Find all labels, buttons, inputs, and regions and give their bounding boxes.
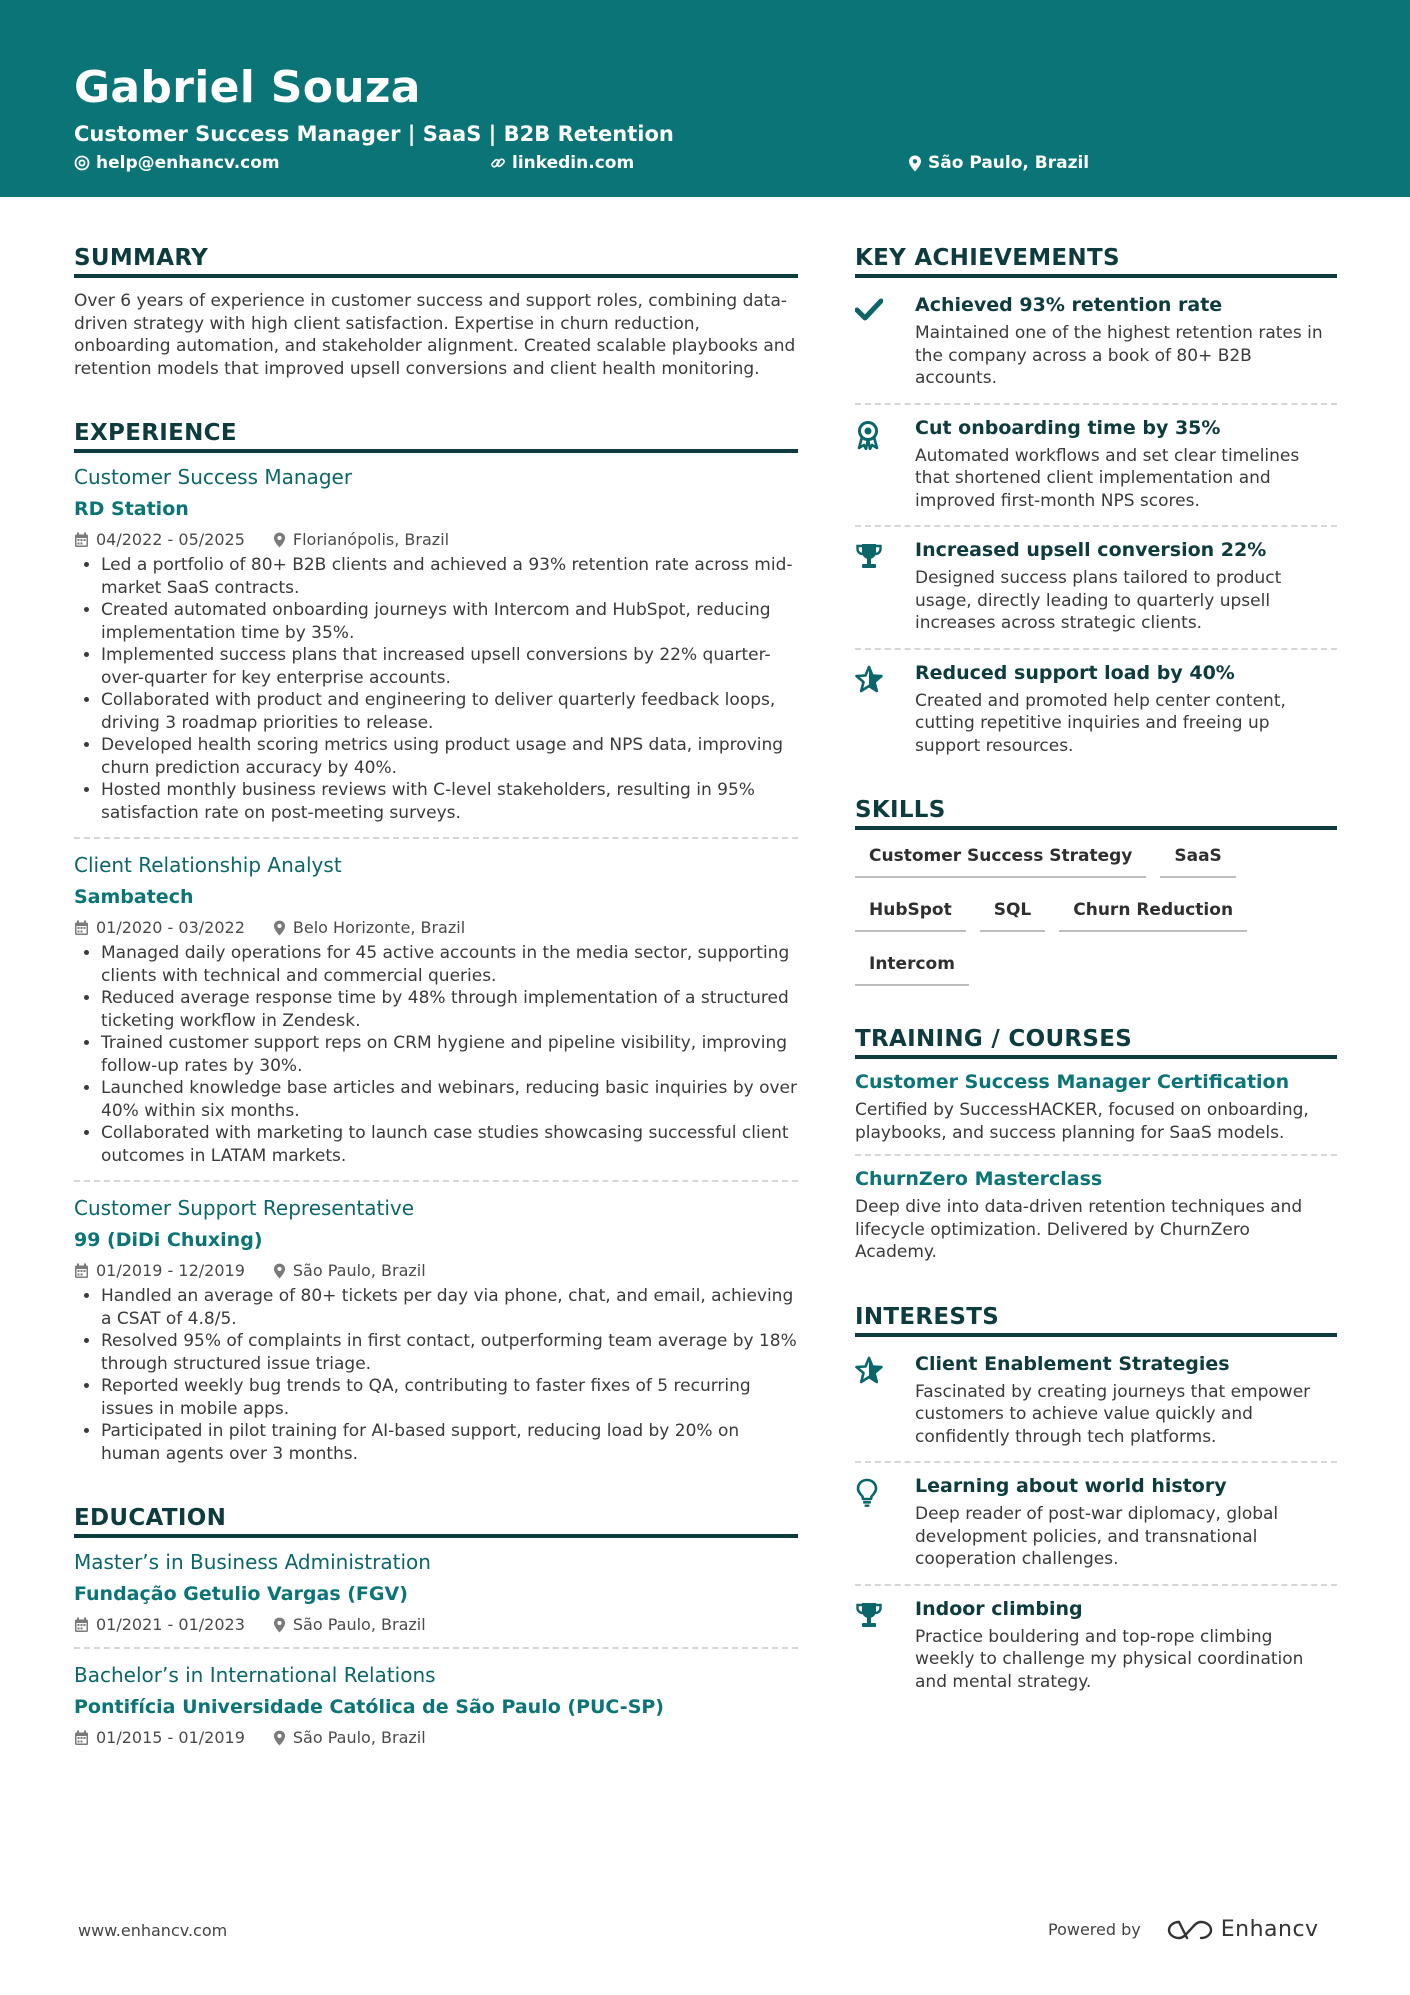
interests-heading: INTERESTS xyxy=(855,1304,1337,1337)
achievement-text: Maintained one of the highest retention rates in the company across a book of 80+ B2B accounts. xyxy=(915,323,1323,388)
company-name: Sambatech xyxy=(74,886,194,908)
bullet: • Participated in pilot training for AI-based support, reducing load by 20% on human agents over 3 months. xyxy=(101,1420,798,1465)
resume-header xyxy=(0,0,1410,197)
summary-text: Over 6 years of experience in customer success and support roles, combining data-driven strategy with high client satisfaction. Expertise in churn reduction, onboarding automation, and stakeholder alignment. Created scalable playbooks and retention models that improved upsell conversions and client health monitoring. xyxy=(74,291,796,379)
trophy-icon xyxy=(855,1601,883,1629)
achievement-title: Cut onboarding time by 35% xyxy=(915,416,1221,439)
education-meta xyxy=(74,1728,798,1747)
bullet: • Trained customer support reps on CRM hygiene and pipeline visibility, improving follow-up rates by 30%. xyxy=(101,1032,798,1077)
interest-item xyxy=(855,1586,1337,1694)
bullet: • Hosted monthly business reviews with C-level stakeholders, resulting in 95% satisfaction rate on post-meeting surveys. xyxy=(101,779,798,824)
location-text: Florianópolis, Brazil xyxy=(292,530,450,549)
job-bullets xyxy=(74,554,798,824)
job-dates xyxy=(74,918,245,937)
job-entry xyxy=(74,853,798,1182)
interest-item xyxy=(855,1341,1337,1449)
left-column xyxy=(74,245,798,1747)
job-entry xyxy=(74,1196,798,1465)
calendar-icon xyxy=(74,1617,89,1633)
interest-title: Client Enablement Strategies xyxy=(915,1352,1230,1375)
checkmark-icon xyxy=(855,297,883,321)
location-text: São Paulo, Brazil xyxy=(928,153,1090,173)
location-pin-icon xyxy=(273,920,286,936)
achievement-text: Designed success plans tailored to product usage, directly leading to quarterly upsell increases across strategic clients. xyxy=(915,568,1282,633)
calendar-icon xyxy=(74,532,89,548)
at-sign-icon xyxy=(74,155,90,171)
bullet: • Led a portfolio of 80+ B2B clients and achieved a 93% retention rate across mid-market SaaS contracts. xyxy=(101,554,798,599)
linkedin-text[interactable]: linkedin.com xyxy=(512,153,635,173)
company-name: 99 (DiDi Chuxing) xyxy=(74,1229,263,1251)
job-meta xyxy=(74,918,798,937)
job-bullets xyxy=(74,942,798,1167)
divider xyxy=(74,837,798,839)
dates-text: 01/2021 - 01/2023 xyxy=(96,1615,245,1634)
divider xyxy=(74,1647,798,1649)
interest-title: Learning about world history xyxy=(915,1475,1227,1497)
education-dates xyxy=(74,1615,245,1634)
job-title: Client Relationship Analyst xyxy=(74,853,342,877)
trophy-icon xyxy=(855,542,883,570)
course-text: Deep dive into data-driven retention techniques and lifecycle optimization. Delivered by ChurnZero Academy. xyxy=(855,1197,1303,1262)
calendar-icon xyxy=(74,1263,89,1279)
achievement-title: Increased upsell conversion 22% xyxy=(915,539,1267,561)
dates-text: 01/2020 - 03/2022 xyxy=(96,918,245,937)
location-text: São Paulo, Brazil xyxy=(292,1261,426,1280)
location-text: São Paulo, Brazil xyxy=(292,1728,426,1747)
enhancv-logo-icon xyxy=(1167,1919,1213,1941)
skills-heading: SKILLS xyxy=(855,797,1337,830)
bullet: • Implemented success plans that increased upsell conversions by 22% quarter-over-quarter for key enterprise accounts. xyxy=(101,644,798,689)
skill-tag: SaaS xyxy=(1160,840,1235,878)
training-heading: TRAINING / COURSES xyxy=(855,1026,1337,1059)
location-pin-icon xyxy=(273,1730,286,1746)
star-icon xyxy=(855,1356,883,1384)
lightbulb-icon xyxy=(855,1478,879,1508)
dates-text: 01/2015 - 01/2019 xyxy=(96,1728,245,1747)
achievement-item xyxy=(855,405,1337,513)
location-pin-icon xyxy=(273,1617,286,1633)
bullet: • Handled an average of 80+ tickets per day via phone, chat, and email, achieving a CSAT of 4.8/5. xyxy=(101,1285,798,1330)
divider xyxy=(74,1180,798,1182)
location-pin-icon xyxy=(273,532,286,548)
bullet: • Collaborated with marketing to launch case studies showcasing successful client outcomes in LATAM markets. xyxy=(101,1122,798,1167)
education-entry xyxy=(74,1550,798,1649)
contact-linkedin[interactable] xyxy=(490,153,634,173)
skill-tag: Intercom xyxy=(855,948,969,986)
education-location xyxy=(273,1615,426,1634)
interest-text: Deep reader of post-war diplomacy, global development policies, and transnational cooperation challenges. xyxy=(915,1504,1279,1569)
star-icon xyxy=(855,665,883,693)
school-name: Pontifícia Universidade Católica de São Paulo (PUC-SP) xyxy=(74,1696,664,1718)
contact-location xyxy=(908,153,1089,173)
course-item xyxy=(855,1168,1337,1264)
bullet: • Launched knowledge base articles and webinars, reducing basic inquiries by over 40% within six months. xyxy=(101,1077,798,1122)
job-meta xyxy=(74,530,798,549)
bullet: • Developed health scoring metrics using product usage and NPS data, improving churn prediction accuracy by 40%. xyxy=(101,734,798,779)
link-icon xyxy=(490,155,506,171)
powered-by[interactable] xyxy=(1048,1917,1319,1942)
interest-title: Indoor climbing xyxy=(915,1597,1083,1620)
school-name: Fundação Getulio Vargas (FGV) xyxy=(74,1583,408,1605)
achievement-title: Reduced support load by 40% xyxy=(915,661,1235,684)
job-dates xyxy=(74,530,245,549)
course-text: Certified by SuccessHACKER, focused on onboarding, playbooks, and success planning for SaaS models. xyxy=(855,1100,1309,1143)
achievement-text: Automated workflows and set clear timelines that shortened client implementation and improved first-month NPS scores. xyxy=(915,445,1300,511)
job-dates xyxy=(74,1261,245,1280)
powered-by-label: Powered by xyxy=(1048,1920,1141,1939)
achievement-item xyxy=(855,650,1337,758)
job-location xyxy=(273,530,449,549)
divider xyxy=(855,1154,1337,1156)
calendar-icon xyxy=(74,920,89,936)
interest-item xyxy=(855,1463,1337,1571)
summary-heading: SUMMARY xyxy=(74,245,798,278)
education-heading: EDUCATION xyxy=(74,1505,798,1538)
achievements-heading: KEY ACHIEVEMENTS xyxy=(855,245,1337,278)
education-location xyxy=(273,1728,426,1747)
job-title: Customer Support Representative xyxy=(74,1196,415,1220)
achievement-item xyxy=(855,527,1337,635)
location-pin-icon xyxy=(273,1263,286,1279)
course-title: Customer Success Manager Certification xyxy=(855,1071,1290,1093)
candidate-headline: Customer Success Manager | SaaS | B2B Retention xyxy=(74,122,674,146)
job-title: Customer Success Manager xyxy=(74,465,353,489)
degree-title: Bachelor’s in International Relations xyxy=(74,1663,436,1687)
bullet: • Reduced average response time by 48% through implementation of a structured ticketing workflow in Zendesk. xyxy=(101,987,798,1032)
candidate-name: Gabriel Souza xyxy=(74,62,421,113)
award-ribbon-icon xyxy=(855,420,881,450)
education-entry xyxy=(74,1663,798,1747)
skill-tag: SQL xyxy=(980,894,1046,932)
job-meta xyxy=(74,1261,798,1280)
course-title: ChurnZero Masterclass xyxy=(855,1168,1103,1190)
interest-text: Fascinated by creating journeys that empower customers to achieve value quickly and confidently through tech platforms. xyxy=(915,1381,1311,1447)
bullet: • Managed daily operations for 45 active accounts in the media sector, supporting clients with technical and commercial queries. xyxy=(101,942,798,987)
location-text: São Paulo, Brazil xyxy=(292,1615,426,1634)
contact-email[interactable] xyxy=(74,153,280,173)
job-bullets xyxy=(74,1285,798,1465)
location-pin-icon xyxy=(908,155,922,172)
right-column xyxy=(855,245,1337,1693)
achievement-text: Created and promoted help center content, cutting repetitive inquiries and freeing up support resources. xyxy=(915,690,1286,756)
footer-url[interactable]: www.enhancv.com xyxy=(78,1921,228,1940)
skill-tag: Customer Success Strategy xyxy=(855,840,1146,878)
dates-text: 04/2022 - 05/2025 xyxy=(96,530,245,549)
skills-list xyxy=(855,840,1337,1002)
skill-tag: HubSpot xyxy=(855,894,966,932)
dates-text: 01/2019 - 12/2019 xyxy=(96,1261,245,1280)
achievement-title: Achieved 93% retention rate xyxy=(915,294,1223,316)
education-dates xyxy=(74,1728,245,1747)
job-location xyxy=(273,918,465,937)
course-item xyxy=(855,1071,1337,1144)
bullet: • Collaborated with product and engineering to deliver quarterly feedback loops, driving 3 roadmap priorities to release. xyxy=(101,689,798,734)
brand-name: Enhancv xyxy=(1220,1917,1319,1942)
company-name: RD Station xyxy=(74,498,189,520)
job-entry xyxy=(74,465,798,839)
experience-heading: EXPERIENCE xyxy=(74,420,798,453)
location-text: Belo Horizonte, Brazil xyxy=(292,918,466,937)
bullet: • Resolved 95% of complaints in first contact, outperforming team average by 18% through structured issue triage. xyxy=(101,1330,798,1375)
bullet: • Reported weekly bug trends to QA, contributing to faster fixes of 5 recurring issues in mobile apps. xyxy=(101,1375,798,1420)
degree-title: Master’s in Business Administration xyxy=(74,1550,431,1574)
job-location xyxy=(273,1261,426,1280)
interest-text: Practice bouldering and top-rope climbing weekly to challenge my physical coordination and mental strategy. xyxy=(915,1626,1304,1692)
bullet: • Created automated onboarding journeys with Intercom and HubSpot, reducing implementation time by 35%. xyxy=(101,599,798,644)
calendar-icon xyxy=(74,1730,89,1746)
achievement-item xyxy=(855,282,1337,390)
skill-tag: Churn Reduction xyxy=(1059,894,1247,932)
email-text[interactable]: help@enhancv.com xyxy=(96,153,280,173)
education-meta xyxy=(74,1615,798,1634)
